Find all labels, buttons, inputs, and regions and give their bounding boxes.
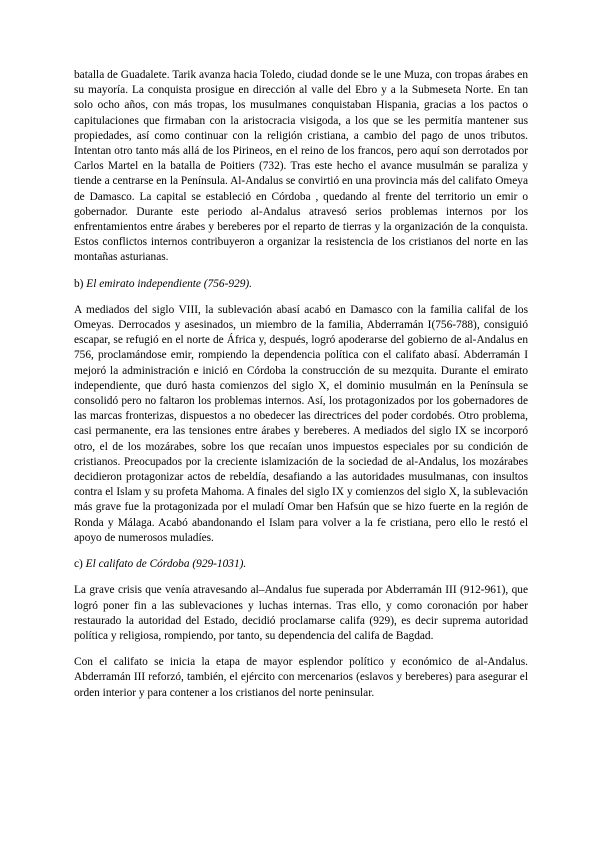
section-b-title: El emirato independiente (756-929).	[86, 277, 252, 290]
intro-paragraph: batalla de Guadalete. Tarik avanza hacia Toledo, ciudad donde se le une Muza, con tropas árabes en su mayoría. La conquista prosigue en dirección al valle del Ebro y a la Submeseta Norte. En tan solo ocho años, con más tropas, los musulmanes conquistaban Hispania, gracias a los pactos o capitulaciones que firmaban con la aristocracia visigoda, a los que se les permitía mantener sus propiedades, así como continuar con la religión cristiana, a cambio del pago de unos tributos. Intentan otro tanto más allá de los Pirineos, en el reino de los francos, pero aquí son derrotados por Carlos Martel en la batalla de Poitiers (732). Tras este hecho el avance musulmán se paraliza y tiende a centrarse en la Península. Al-Andalus se convirtió en una provincia más del califato Omeya de Damasco. La capital se estableció en Córdoba , quedando al frente del territorio un emir o gobernador. Durante este periodo al-Andalus atravesó serios problemas internos por los enfrentamientos entre árabes y bereberes por el reparto de tierras y la organización de la conquista. Estos conflictos internos contribuyeron a organizar la resistencia de los cristianos del norte en las montañas asturianas.	[74, 69, 528, 264]
section-c-paragraph-1: La grave crisis que venía atravesando al–Andalus fue superada por Abderramán III (912-961), que logró poner fin a las sublevaciones y luchas internas. Tras ello, y como coronación por haber restaurado la autoridad del Estado, decidió proclamarse califa (929), es decir suprema autoridad política y religiosa, rompiendo, por tanto, su dependencia del califa de Bagdad.	[74, 584, 528, 642]
section-c-title: El califato de Córdoba (929-1031).	[85, 558, 247, 571]
section-c-marker: c)	[74, 558, 83, 571]
section-b-heading	[74, 277, 528, 292]
section-c-paragraph-2: Con el califato se inicia la etapa de mayor esplendor político y económico de al-Andalus. Abderramán III reforzó, también, el ejército con mercenarios (eslavos y bereberes) para asegurar el orden interior y para contener a los cristianos del norte peninsular.	[74, 656, 528, 699]
section-b-marker: b)	[74, 277, 84, 290]
section-c-heading	[74, 557, 528, 572]
section-b-paragraph: A mediados del siglo VIII, la sublevación abasí acabó en Damasco con la familia califal de los Omeyas. Derrocados y asesinados, un miembro de la familia, Abderramán I(756-788), consiguió escapar, se refugió en el norte de África y, después, logró apoderarse del gobierno de al-Andalus en 756, proclamándose emir, rompiendo la dependencia política con el califato abasí. Abderramán I mejoró la administración e inició en Córdoba la construcción de su mezquita. Durante el emirato independiente, que duró hasta comienzos del siglo X, el dominio musulmán en la Península se consolidó pero no faltaron los problemas internos. Así, los protagonizados por los gobernadores de las marcas fronterizas, dispuestos a no obedecer las directrices del poder cordobés. Otro problema, casi permanente, era las tensiones entre árabes y bereberes. A mediados del siglo IX se incorporó otro, el de los mozárabes, sobre los que recaían unos impuestos especiales por su condición de cristianos. Preocupados por la creciente islamización de la sociedad de al-Andalus, los mozárabes decidieron protagonizar actos de rebeldía, desafiando a las autoridades musulmanas, con insultos contra el Islam y su profeta Mahoma. A finales del siglo IX y comienzos del siglo X, la sublevación más grave fue la protagonizada por el muladí Omar ben Hafsún que se hizo fuerte en la región de Ronda y Málaga. Acabó abandonando el Islam para volver a la fe cristiana, pero ello le restó el apoyo de numerosos muladíes.	[74, 303, 528, 544]
